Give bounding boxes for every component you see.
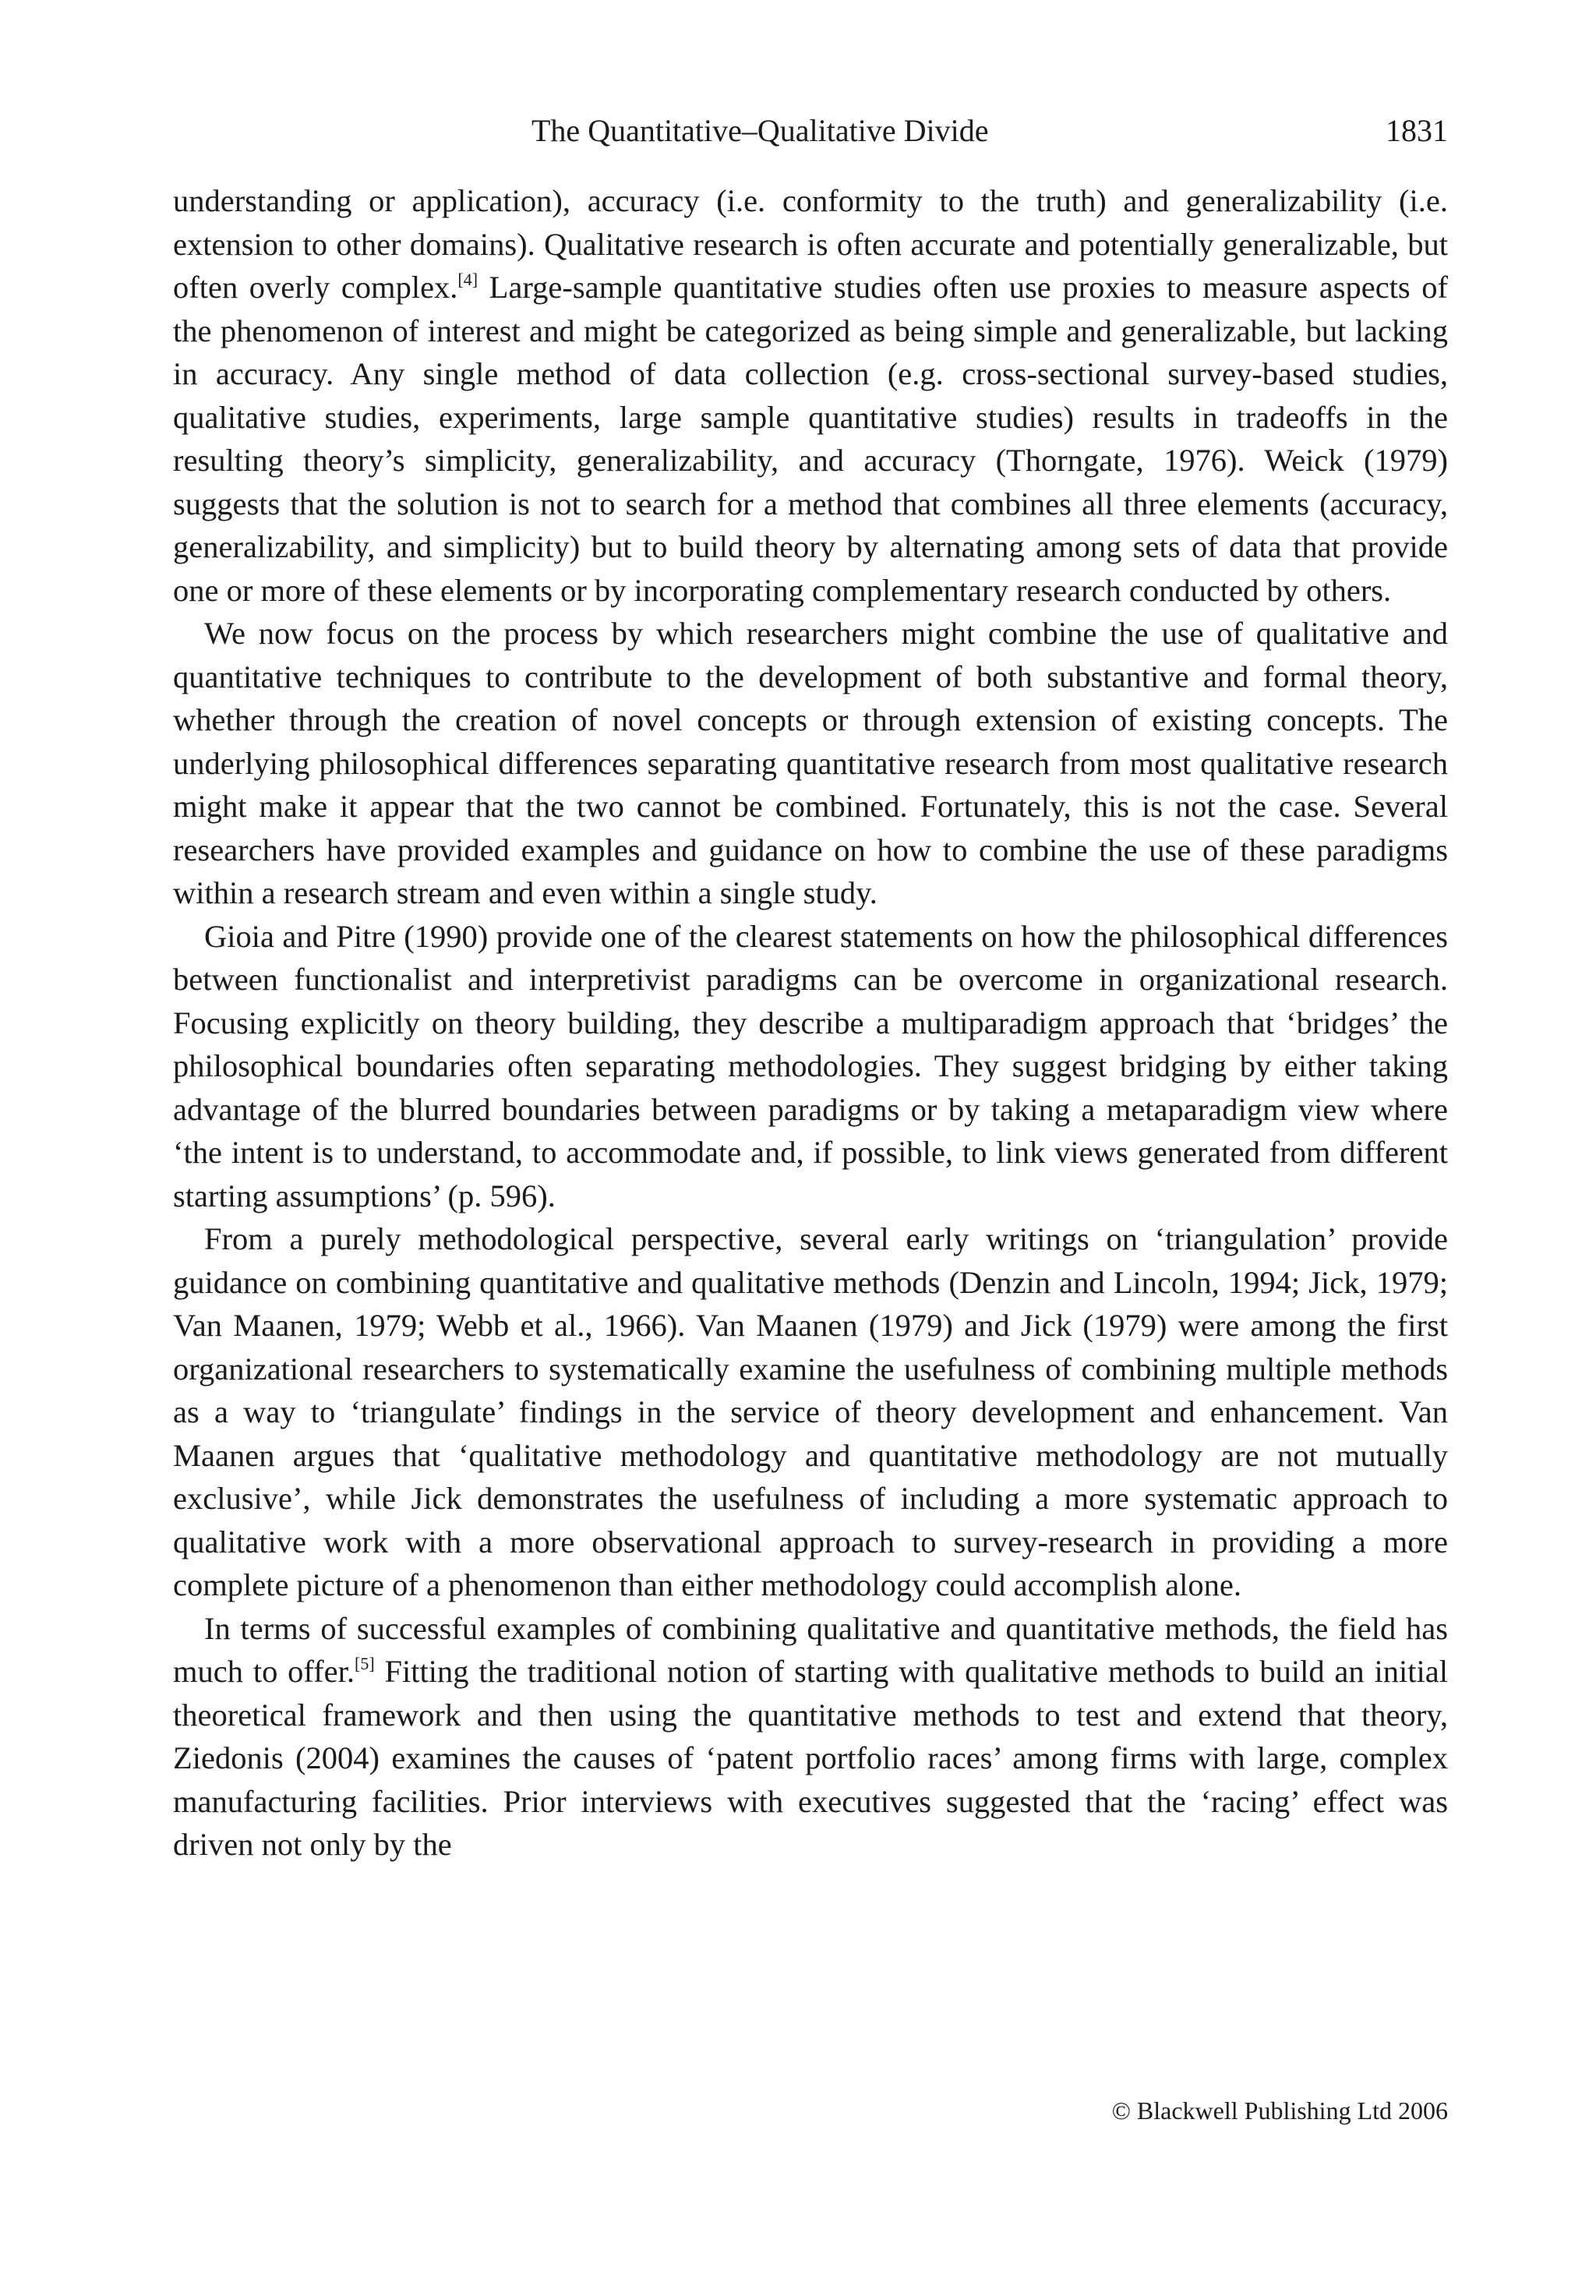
paragraph-text: Gioia and Pitre (1990) provide one of the clearest statements on how the philosophical differences between functionalist and interpretivist paradigms can be overcome in organizational research. Focusing explicitly on theory building, they describe a multiparadigm approach that ‘bridges’ the philosophical boundaries often separating methodologies. They suggest bridging by either taking advantage of the blurred boundaries between paradigms or by taking a metaparadigm view where ‘the intent is to understand, to accommodate and, if possible, to link views generated from different starting assumptions’ (p. 596). xyxy=(173,918,1448,1213)
journal-page xyxy=(173,0,1448,2296)
paragraph-text: Fitting the traditional notion of starting with qualitative methods to build an initial theoretical framework and then using the quantitative methods to test and extend that theory, Ziedonis (2004) examines the causes of ‘patent portfolio races’ among firms with large, complex manufacturing facilities. Prior interviews with executives suggested that the ‘racing’ effect was driven not only by the xyxy=(173,1654,1448,1862)
running-header xyxy=(173,108,1448,154)
paragraph xyxy=(173,1607,1448,1867)
paragraph xyxy=(173,1217,1448,1607)
footnote-marker: [5] xyxy=(355,1654,375,1673)
running-title: The Quantitative–Qualitative Divide xyxy=(531,113,989,148)
paragraph-text: We now focus on the process by which researchers might combine the use of qualitative and quantitative techniques to contribute to the development of both substantive and formal theory, whether through the creation of novel concepts or through extension of existing concepts. The underlying philosophical differences separating quantitative research from most qualitative research might make it appear that the two cannot be combined. Fortunately, this is not the case. Several researchers have provided examples and guidance on how to combine the use of these paradigms within a research stream and even within a single study. xyxy=(173,616,1448,910)
footnote-marker: [4] xyxy=(457,270,478,289)
paragraph-text: Large-sample quantitative studies often use proxies to measure aspects of the phenomenon of interest and might be categorized as being simple and generalizable, but lacking in accuracy. Any single method of data collection (e.g. cross-sectional survey-based studies, qualitative studies, experiments, large sample quantitative studies) results in tradeoffs in the resulting theory’s simplicity, generalizability, and accuracy (Thorngate, 1976). Weick (1979) suggests that the solution is not to search for a method that combines all three elements (accuracy, generalizability, and simplicity) but to build theory by alternating among sets of data that provide one or more of these elements or by incorporating complementary research conducted by others. xyxy=(173,270,1448,608)
paragraph xyxy=(173,612,1448,915)
page-number: 1831 xyxy=(1386,113,1448,148)
paragraph-text: In terms of successful examples of combining qualitative and quantitative methods, the field has much to offer. xyxy=(173,1610,1448,1689)
article-body xyxy=(173,179,1448,1867)
paragraph xyxy=(173,915,1448,1218)
paragraph-text: understanding or application), accuracy (i.e. conformity to the truth) and generalizability (i.e. extension to other domains). Qualitative research is often accurate and potentially generalizable, but often overly complex. xyxy=(173,183,1448,305)
copyright-footer: © Blackwell Publishing Ltd 2006 xyxy=(1111,2096,1448,2125)
paragraph xyxy=(173,179,1448,612)
paragraph-text: From a purely methodological perspective, several early writings on ‘triangulation’ provide guidance on combining quantitative and qualitative methods (Denzin and Lincoln, 1994; Jick, 1979; Van Maanen, 1979; Webb et al., 1966). Van Maanen (1979) and Jick (1979) were among the first organizational researchers to systematically examine the usefulness of combining multiple methods as a way to ‘triangulate’ findings in the service of theory development and enhancement. Van Maanen argues that ‘qualitative methodology and quantitative methodology are not mutually exclusive’, while Jick demonstrates the usefulness of including a more systematic approach to qualitative work with a more observational approach to survey-research in providing a more complete picture of a phenomenon than either methodology could accomplish alone. xyxy=(173,1221,1448,1602)
